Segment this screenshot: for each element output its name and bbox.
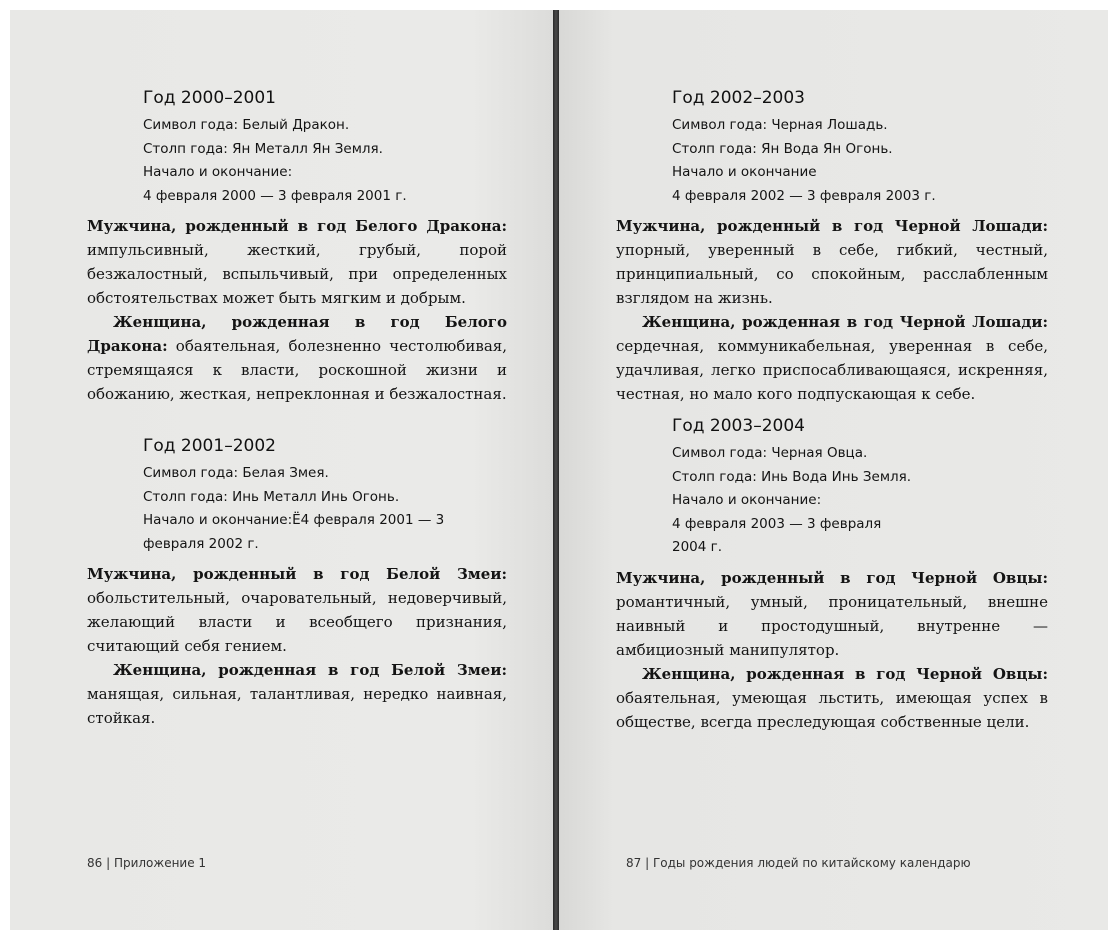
book-spread [10, 10, 1108, 930]
year-entry-2000 [87, 86, 507, 406]
woman-text: обаятельная, умеющая льстить, имеющая успех в обществе, всегда преследующая собственные цели. [616, 688, 1048, 731]
entry-heading: Год 2002–2003 [672, 88, 805, 108]
left-page [10, 10, 553, 930]
period-dates: 4 февраля 2003 — 3 февраля 2004 г. [672, 515, 882, 555]
man-text: упорный, уверенный в себе, гибкий, честный, принципиальный, со спокойным, расслабленным взглядом на жизнь. [616, 241, 1048, 307]
woman-paragraph [616, 310, 1048, 406]
man-label: Мужчина, рожденный в год Черной Лошади: [616, 217, 1048, 235]
man-paragraph [87, 562, 507, 658]
year-pillar: Столп года: Ян Металл Ян Земля. [143, 140, 383, 157]
period-dates: 4 февраля 2002 — 3 февраля 2003 г. [672, 187, 936, 204]
man-label: Мужчина, рожденный в год Белого Дракона: [87, 217, 507, 235]
period-label: Начало и окончание:Ё4 февраля 2001 — 3 февраля 2002 г. [143, 512, 445, 552]
man-text: импульсивный, жесткий, грубый, порой безжалостный, вспыльчивый, при определенных обстоятельствах может быть мягким и добрым. [87, 241, 507, 307]
man-paragraph [87, 214, 507, 310]
year-pillar: Столп года: Инь Металл Инь Огонь. [143, 488, 400, 505]
entry-description [87, 214, 507, 406]
year-pillar: Столп года: Инь Вода Инь Земля. [672, 468, 912, 485]
entry-description [87, 562, 507, 730]
entry-heading: Год 2003–2004 [672, 416, 805, 436]
entry-description [616, 566, 1048, 734]
entry-description [616, 214, 1048, 406]
entry-heading: Год 2001–2002 [143, 436, 276, 456]
woman-text: сердечная, коммуникабельная, уверенная в себе, удачливая, легко приспосабливающаяся, искренняя, честная, но мало кого подпускающая к себе. [616, 337, 1048, 403]
woman-paragraph [87, 310, 507, 406]
entry-meta [672, 114, 1048, 208]
year-entry-2001 [87, 434, 507, 730]
entry-meta [143, 462, 507, 556]
period-label: Начало и окончание: [672, 492, 822, 508]
man-paragraph [616, 214, 1048, 310]
year-symbol: Символ года: Белая Змея. [143, 465, 329, 481]
woman-text: манящая, сильная, талантливая, нередко наивная, стойкая. [87, 685, 507, 727]
year-symbol: Символ года: Черная Лошадь. [672, 117, 888, 133]
year-symbol: Символ года: Черная Овца. [672, 445, 868, 461]
entry-meta [143, 114, 507, 208]
entry-meta [672, 442, 1048, 560]
man-text: романтичный, умный, проницательный, внешне наивный и простодушный, внутренне — амбициозный манипулятор. [616, 592, 1048, 659]
woman-label: Женщина, рожденная в год Белого Дракона: [87, 313, 507, 355]
period-dates: 4 февраля 2000 — 3 февраля 2001 г. [143, 187, 407, 204]
man-label: Мужчина, рожденный в год Черной Овцы: [616, 568, 1048, 587]
man-label: Мужчина, рожденный в год Белой Змеи: [87, 565, 507, 583]
period-label: Начало и окончание: [143, 164, 293, 180]
year-pillar: Столп года: Ян Вода Ян Огонь. [672, 140, 893, 157]
year-entry-2002 [616, 86, 1048, 406]
woman-paragraph [87, 658, 507, 730]
woman-text: обаятельная, болезненно честолюбивая, стремящаяся к власти, роскошной жизни и обожанию, жесткая, непреклонная и безжалостная. [87, 337, 507, 403]
page-footer: 86 | Приложение 1 [87, 856, 207, 870]
period-label: Начало и окончание [672, 164, 817, 180]
woman-label: Женщина, рожденная в год Черной Овцы: [642, 664, 1048, 683]
woman-label: Женщина, рожденная в год Белой Змеи: [113, 661, 507, 679]
man-text: обольстительный, очаровательный, недоверчивый, желающий власти и всеобщего признания, считающий себя гением. [87, 589, 507, 655]
woman-label: Женщина, рожденная в год Черной Лошади: [642, 313, 1048, 331]
year-symbol: Символ года: Белый Дракон. [143, 117, 350, 133]
entry-heading: Год 2000–2001 [143, 88, 276, 108]
page-footer: 87 | Годы рождения людей по китайскому календарю [626, 856, 971, 870]
year-entry-2003 [616, 414, 1048, 734]
woman-paragraph [616, 662, 1048, 734]
man-paragraph [616, 566, 1048, 662]
right-page [559, 10, 1108, 930]
